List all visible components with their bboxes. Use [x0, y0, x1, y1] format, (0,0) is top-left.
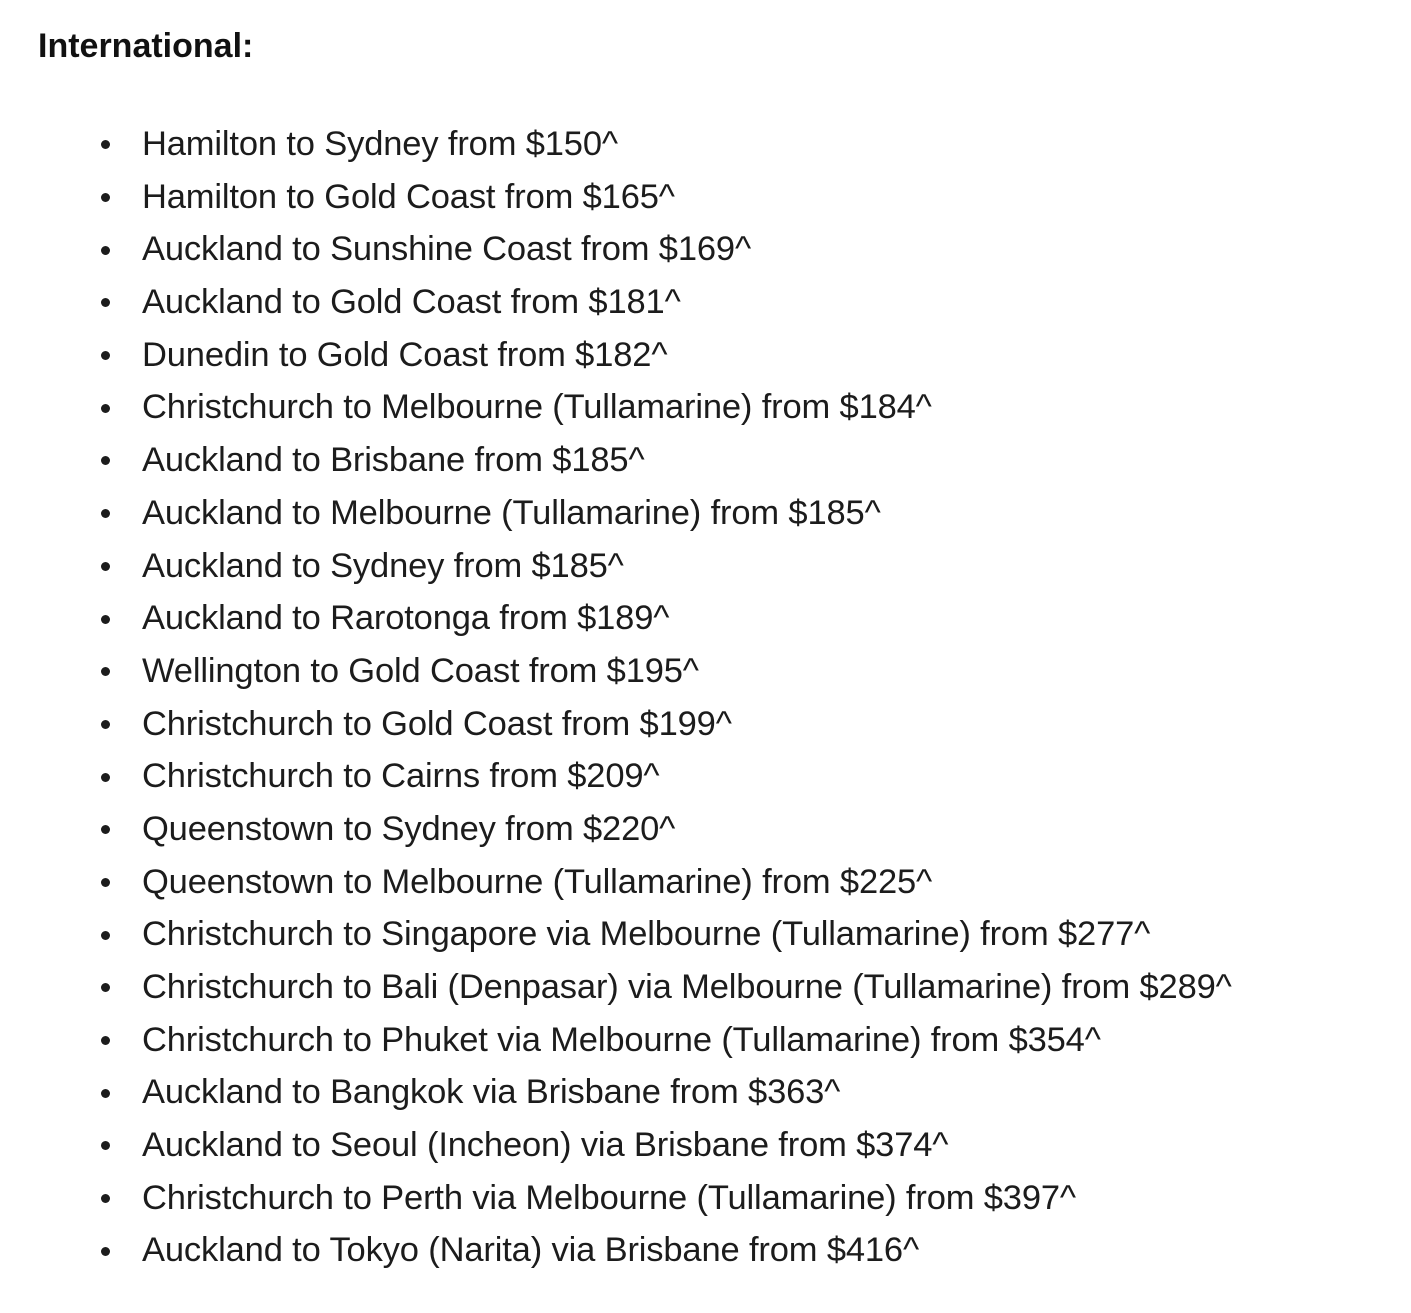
bullet-icon [101, 1089, 110, 1098]
route-text: Auckland to Rarotonga from $189^ [142, 599, 670, 638]
route-text: Christchurch to Cairns from $209^ [142, 757, 660, 796]
route-item [0, 118, 1411, 171]
route-item [0, 1224, 1411, 1277]
route-text: Auckland to Melbourne (Tullamarine) from $185^ [142, 493, 881, 532]
route-text: Wellington to Gold Coast from $195^ [142, 651, 699, 690]
route-item [0, 908, 1411, 961]
route-item [0, 698, 1411, 751]
bullet-icon [101, 140, 110, 149]
route-list [0, 118, 1411, 1277]
route-text: Queenstown to Sydney from $220^ [142, 809, 676, 848]
route-text: Auckland to Sydney from $185^ [142, 546, 624, 585]
route-item [0, 592, 1411, 645]
bullet-icon [101, 931, 110, 940]
bullet-icon [101, 509, 110, 518]
route-item [0, 856, 1411, 909]
bullet-icon [101, 246, 110, 255]
route-item [0, 1066, 1411, 1119]
route-item [0, 223, 1411, 276]
route-text: Christchurch to Perth via Melbourne (Tullamarine) from $397^ [142, 1178, 1076, 1217]
route-text: Auckland to Brisbane from $185^ [142, 441, 645, 480]
bullet-icon [101, 825, 110, 834]
route-item [0, 1172, 1411, 1225]
bullet-icon [101, 351, 110, 360]
route-item [0, 276, 1411, 329]
section-heading: International: [38, 27, 254, 65]
route-text: Hamilton to Gold Coast from $165^ [142, 177, 675, 216]
bullet-icon [101, 562, 110, 571]
route-item [0, 961, 1411, 1014]
route-item [0, 803, 1411, 856]
route-item [0, 750, 1411, 803]
bullet-icon [101, 1141, 110, 1150]
route-text: Christchurch to Bali (Denpasar) via Melbourne (Tullamarine) from $289^ [142, 968, 1232, 1006]
bullet-icon [101, 773, 110, 782]
route-text: Christchurch to Phuket via Melbourne (Tullamarine) from $354^ [142, 1020, 1101, 1059]
bullet-icon [101, 1036, 110, 1045]
bullet-icon [101, 615, 110, 624]
route-text: Christchurch to Singapore via Melbourne (Tullamarine) from $277^ [142, 915, 1151, 954]
route-text: Auckland to Seoul (Incheon) via Brisbane from $374^ [142, 1126, 949, 1165]
bullet-icon [101, 1247, 110, 1256]
route-item [0, 171, 1411, 224]
route-item [0, 645, 1411, 698]
route-text: Christchurch to Gold Coast from $199^ [142, 704, 732, 743]
bullet-icon [101, 456, 110, 465]
route-item [0, 1014, 1411, 1067]
route-text: Auckland to Gold Coast from $181^ [142, 283, 681, 322]
route-item [0, 381, 1411, 434]
bullet-icon [101, 720, 110, 729]
route-item [0, 540, 1411, 593]
route-item [0, 487, 1411, 540]
bullet-icon [101, 983, 110, 992]
bullet-icon [101, 298, 110, 307]
route-text: Dunedin to Gold Coast from $182^ [142, 335, 668, 374]
route-item [0, 434, 1411, 487]
route-item [0, 329, 1411, 382]
route-item [0, 1119, 1411, 1172]
bullet-icon [101, 667, 110, 676]
bullet-icon [101, 404, 110, 413]
route-text: Auckland to Bangkok via Brisbane from $363^ [142, 1073, 841, 1112]
route-text: Auckland to Tokyo (Narita) via Brisbane from $416^ [142, 1231, 920, 1270]
bullet-icon [101, 878, 110, 887]
route-text: Christchurch to Melbourne (Tullamarine) from $184^ [142, 388, 932, 427]
bullet-icon [101, 193, 110, 202]
route-text: Hamilton to Sydney from $150^ [142, 125, 618, 163]
bullet-icon [101, 1194, 110, 1203]
route-text: Queenstown to Melbourne (Tullamarine) from $225^ [142, 862, 933, 901]
route-text: Auckland to Sunshine Coast from $169^ [142, 230, 751, 269]
